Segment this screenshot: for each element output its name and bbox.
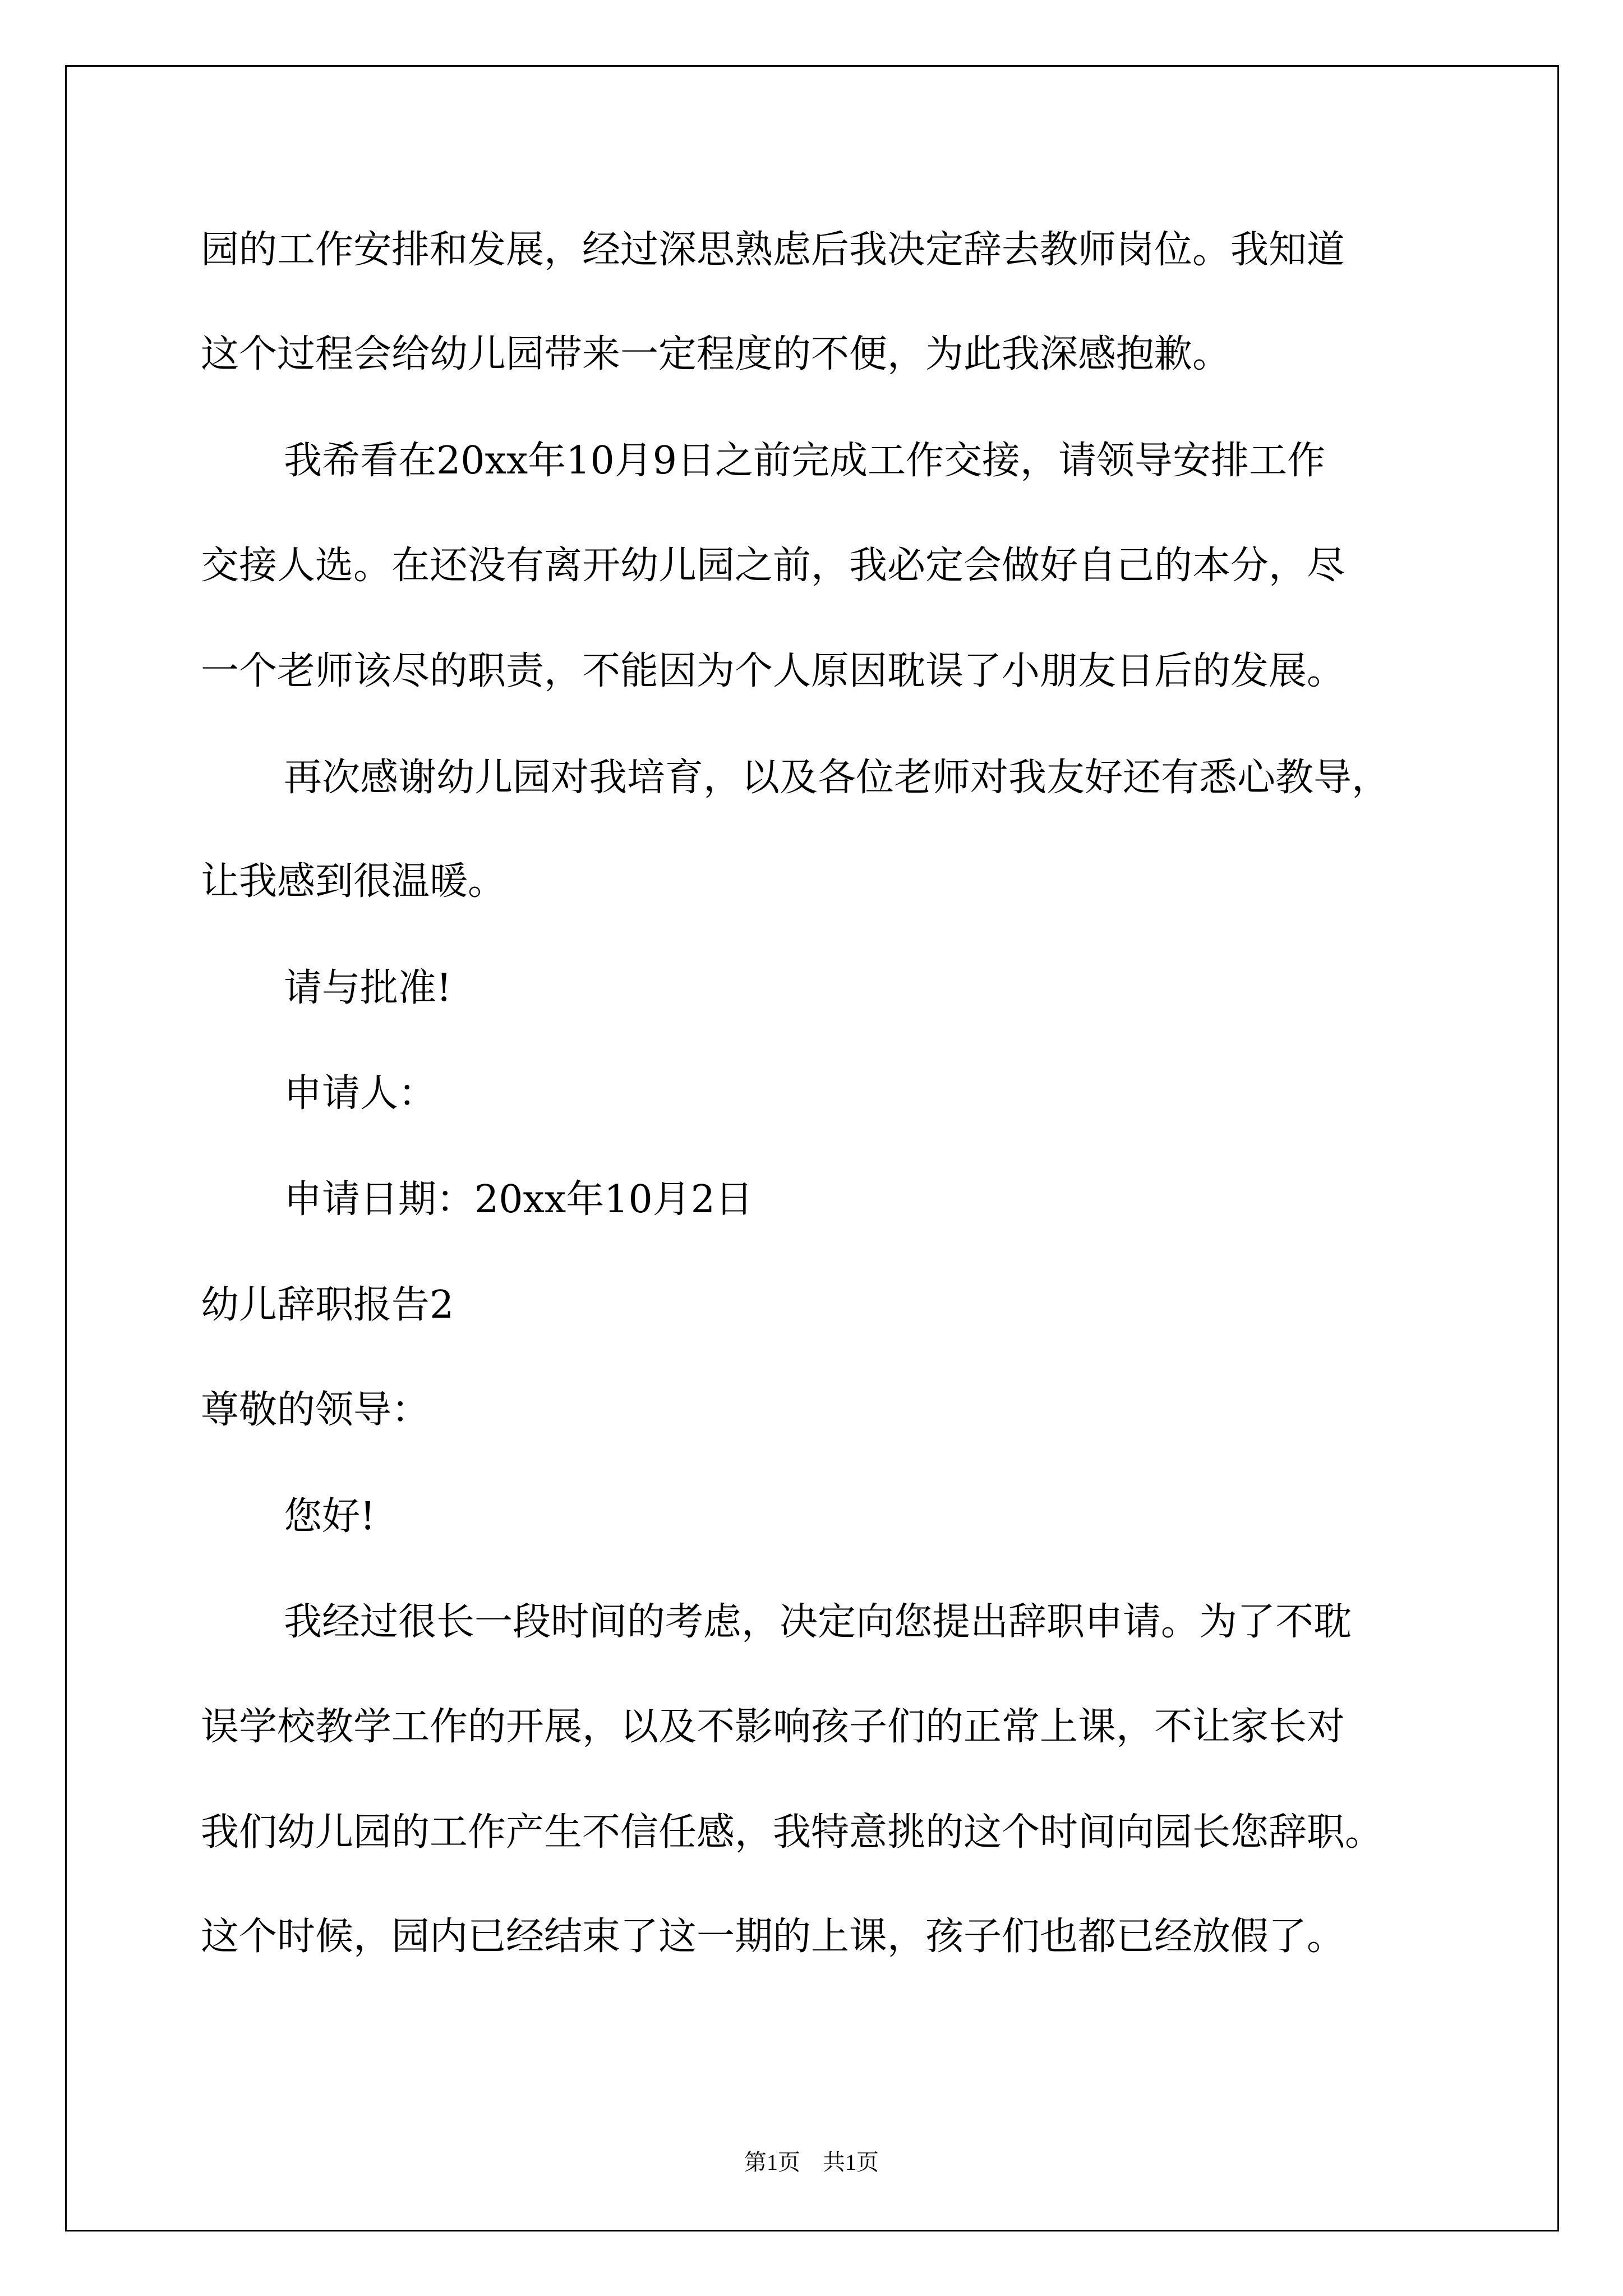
body-line: 让我感到很温暖。 <box>201 859 506 904</box>
body-line: 再次感谢幼儿园对我培育，以及各位老师对我友好还有悉心教导， <box>284 756 1390 800</box>
body-line: 这个时候，园内已经结束了这一期的上课，孩子们也都已经放假了。 <box>201 1915 1345 1959</box>
body-line: 我经过很长一段时间的考虑，决定向您提出辞职申请。为了不耽 <box>284 1600 1352 1644</box>
page-footer <box>0 2146 1623 2179</box>
body-line: 园的工作安排和发展，经过深思熟虑后我决定辞去教师岗位。我知道 <box>201 228 1345 272</box>
body-line: 这个过程会给幼儿园带来一定程度的不便，为此我深感抱歉。 <box>201 332 1231 376</box>
body-line: 误学校教学工作的开展，以及不影响孩子们的正常上课，不让家长对 <box>201 1705 1345 1749</box>
body-line: 我们幼儿园的工作产生不信任感，我特意挑的这个时间向园长您辞职。 <box>201 1810 1384 1855</box>
body-line: 一个老师该尽的职责，不能因为个人原因耽误了小朋友日后的发展。 <box>201 649 1345 693</box>
page-total: 共1页 <box>823 2150 879 2175</box>
closing-request: 请与批准! <box>284 966 452 1010</box>
body-line: 交接人选。在还没有离开幼儿园之前，我必定会做好自己的本分，尽 <box>201 544 1345 588</box>
section-title: 幼儿辞职报告2 <box>201 1283 454 1327</box>
page-border <box>65 65 1559 2231</box>
applicant-label: 申请人： <box>284 1071 437 1116</box>
page-number: 第1页 <box>744 2150 800 2175</box>
body-line: 我希看在20xx年10月9日之前完成工作交接，请领导安排工作 <box>284 439 1326 483</box>
application-date: 申请日期：20xx年10月2日 <box>284 1177 754 1222</box>
greeting: 您好! <box>284 1494 376 1539</box>
salutation: 尊敬的领导： <box>201 1388 430 1432</box>
